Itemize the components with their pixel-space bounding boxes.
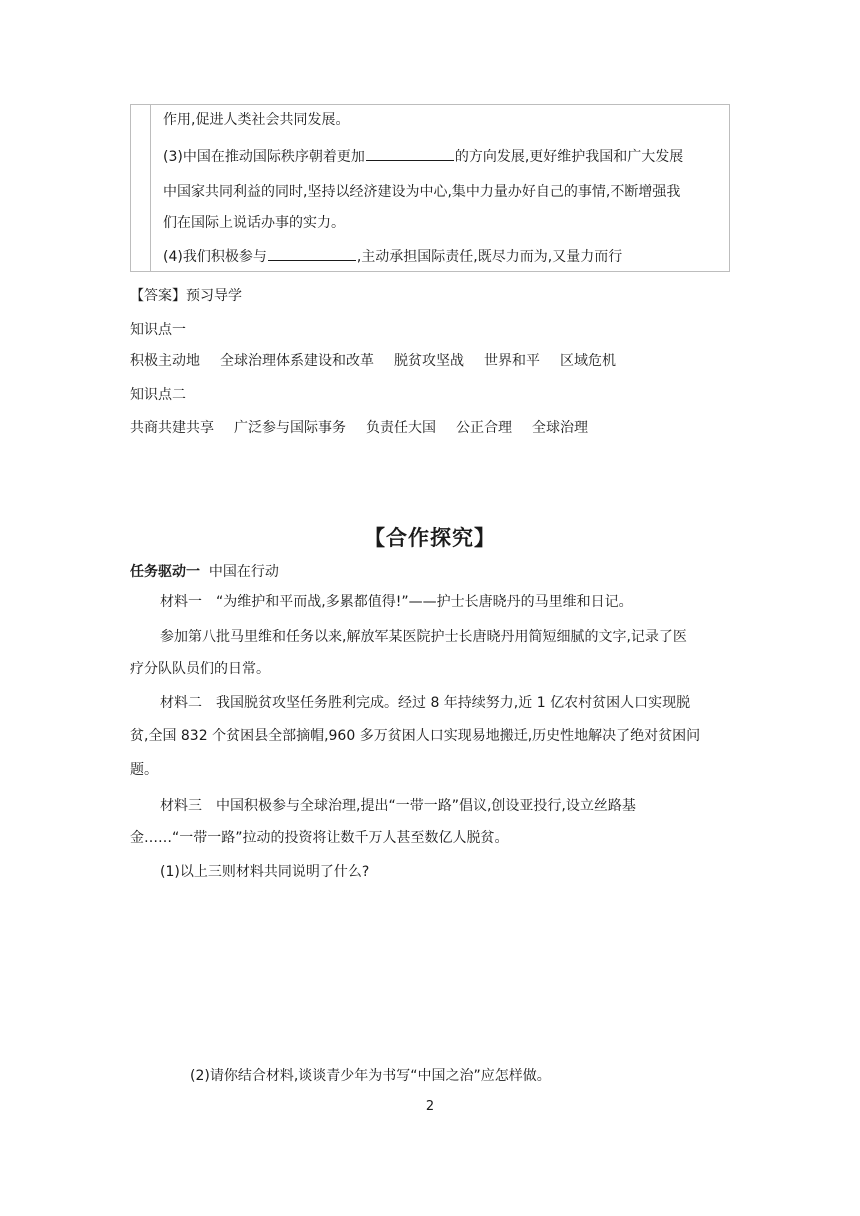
- answer-title: 【答案】预习导学: [130, 288, 242, 304]
- point1-title: 知识点一: [130, 322, 186, 338]
- material-1-line: 参加第八批马里维和任务以来,解放军某医院护士长唐晓丹用简短细腻的文字,记录了医: [160, 629, 687, 645]
- table-left-column: [131, 105, 151, 271]
- table-line-part: 的方向发展,更好维护我国和广大发展: [454, 149, 684, 165]
- answer-item: 脱贫攻坚战: [394, 353, 464, 369]
- knowledge-table: [130, 104, 730, 272]
- page-number: 2: [425, 1099, 435, 1114]
- answer-item: 广泛参与国际事务: [234, 420, 346, 436]
- table-line-part: (4)我们积极参与: [163, 249, 267, 265]
- material-1-line: 材料一 “为维护和平而战,多累都值得!”——护士长唐晓丹的马里维和日记。: [160, 594, 633, 610]
- answer-item: 区域危机: [560, 353, 616, 369]
- material-2-line: 贫,全国 832 个贫困县全部摘帽,960 多万贫困人口实现易地搬迁,历史性地解决了绝对贫困问: [130, 728, 701, 744]
- answer-item: 共商共建共享: [130, 420, 214, 436]
- table-line-part: (3)中国在推动国际秩序朝着更加: [163, 149, 365, 165]
- answer-item: 世界和平: [484, 353, 540, 369]
- table-line: 中国家共同利益的同时,坚持以经济建设为中心,集中力量办好自己的事情,不断增强我: [163, 184, 681, 200]
- answer-item: 公正合理: [456, 420, 512, 436]
- fill-blank: [366, 158, 454, 161]
- table-line: [163, 147, 683, 167]
- section-heading: 【合作探究】: [364, 526, 496, 550]
- material-2-line: 题。: [130, 762, 158, 778]
- answer-item: 全球治理: [532, 420, 588, 436]
- fill-blank: [268, 258, 356, 261]
- task-title: 中国在行动: [208, 564, 279, 580]
- point1-items: [130, 351, 616, 371]
- point2-items: [130, 418, 588, 438]
- answer-item: 负责任大国: [366, 420, 436, 436]
- table-line: 作用,促进人类社会共同发展。: [163, 112, 350, 128]
- task-label: 任务驱动一: [130, 564, 200, 580]
- question-1: (1)以上三则材料共同说明了什么?: [160, 864, 370, 880]
- material-3-line: 材料三 中国积极参与全球治理,提出“一带一路”倡议,创设亚投行,设立丝路基: [160, 798, 636, 814]
- point2-title: 知识点二: [130, 387, 186, 403]
- table-line-part: ,主动承担国际责任,既尽力而为,又量力而行: [356, 249, 623, 265]
- material-2-line: 材料二 我国脱贫攻坚任务胜利完成。经过 8 年持续努力,近 1 亿农村贫困人口实现脱: [160, 695, 691, 711]
- answer-item: 全球治理体系建设和改革: [220, 353, 374, 369]
- material-3-line: 金……“一带一路”拉动的投资将让数千万人甚至数亿人脱贫。: [130, 830, 509, 846]
- table-line: [163, 247, 622, 267]
- answer-item: 积极主动地: [130, 353, 200, 369]
- question-2: (2)请你结合材料,谈谈青少年为书写“中国之治”应怎样做。: [190, 1068, 551, 1084]
- material-1-line: 疗分队队员们的日常。: [130, 661, 270, 677]
- task-heading: [130, 562, 279, 582]
- table-line: 们在国际上说话办事的实力。: [163, 215, 345, 231]
